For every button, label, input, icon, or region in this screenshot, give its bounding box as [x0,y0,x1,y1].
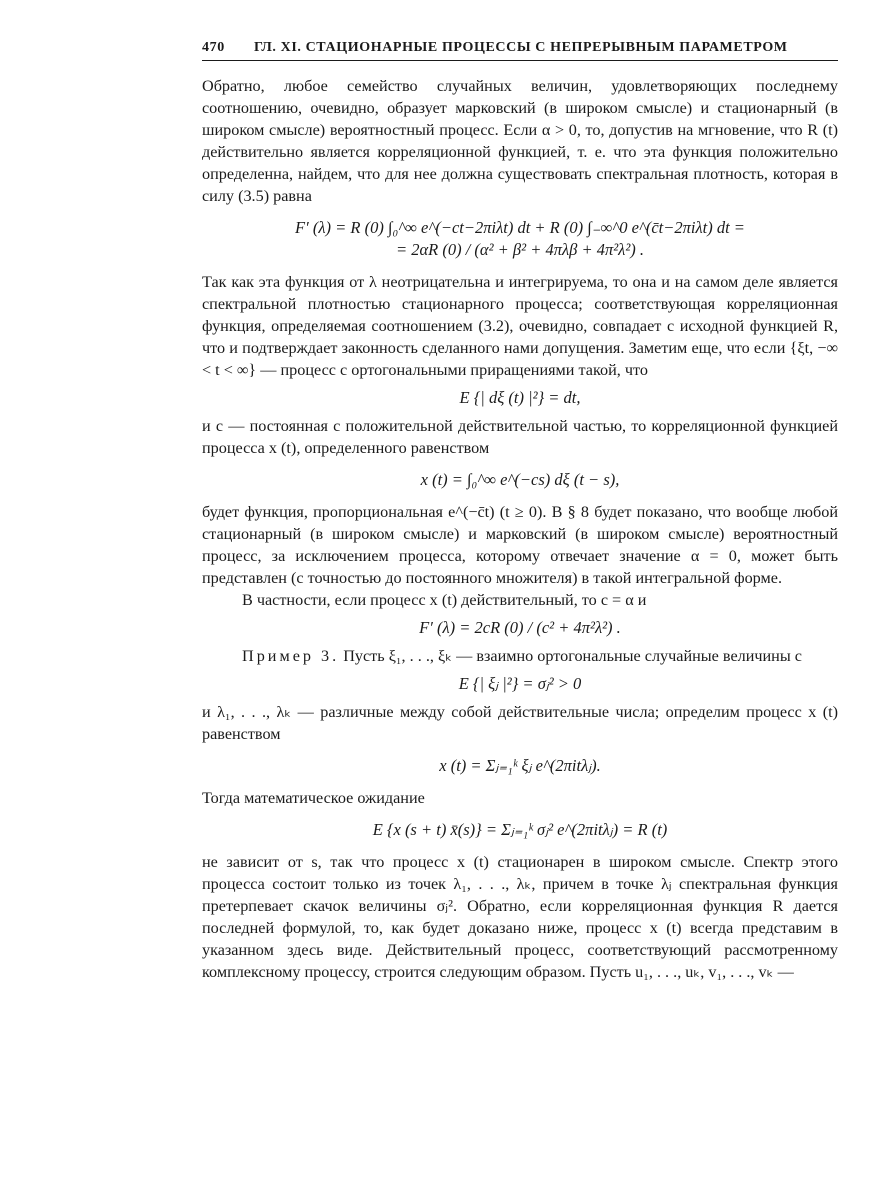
book-page [202,40,838,983]
equation-real-case: F′ (λ) = 2cR (0) / (c² + 4π²λ²) . [419,618,621,637]
equation-orthogonal-increments: E {| dξ (t) |²} = dt, [459,388,581,407]
paragraph-8: Тогда математическое ожидание [202,789,425,807]
equation-integral-process: x (t) = ∫₀^∞ e^(−cs) dξ (t − s), [420,470,620,489]
equation-sum-process: x (t) = Σⱼ₌₁ᵏ ξⱼ e^(2πitλⱼ). [439,756,601,775]
paragraph-4: будет функция, пропорциональная e^(−c̄t) (t ≥ 0). В § 8 будет показано, что вообще любой стационарный (в широком смысле) и марковский (в широком смысле) вероятностный процесс, за исключением процесса, которому отвечает значение α = 0, может быть представлен (с точностью до постоянного множителя) в такой интегральной форме. [202,503,838,587]
example-label: Пример 3. [242,647,340,665]
example-text: Пусть ξ₁, . . ., ξₖ — взаимно ортогональные случайные величины с [343,647,802,665]
running-title: ГЛ. XI. СТАЦИОНАРНЫЕ ПРОЦЕССЫ С НЕПРЕРЫВНЫМ ПАРАМЕТРОМ [254,40,788,55]
equation-line-1: F′ (λ) = R (0) ∫₀^∞ e^(−ct−2πiλt) dt + R (0) ∫₋∞^0 e^(c̄t−2πiλt) dt = [295,218,745,237]
paragraph-2: Так как эта функция от λ неотрицательна и интегрируема, то она и на самом деле является спектральной плотностью стационарного процесса; соответствующая корреляционная функция, определяемая соотношением (3.2), очевидно, совпадает с исходной функцией R, что и подтверждает законность сделанного нами допущения. Заметим еще, что если {ξt, −∞ < t < ∞} — процесс с ортогональными приращениями такой, что [202,273,838,379]
paragraph-1: Обратно, любое семейство случайных величин, удовлетворяющих последнему соотношению, очевидно, образует марковский (в широком смысле) и стационарный (в широком смысле) вероятностный процесс. Если α > 0, то, допустив на мгновение, что R (t) действительно является корреляционной функцией, т. е. что эта функция положительно определенна, найдем, что для нее должна существовать спектральная плотность, которая в силу (3.5) равна [202,77,838,205]
paragraph-5: В частности, если процесс x (t) действительный, то c = α и [242,591,647,609]
running-header [202,40,838,61]
paragraph-7: и λ₁, . . ., λₖ — различные между собой действительные числа; определим процесс x (t) равенством [202,703,838,743]
paragraph-9: не зависит от s, так что процесс x (t) стационарен в широком смысле. Спектр этого процесса состоит только из точек λ₁, . . ., λₖ, причем в точке λⱼ спектральная функция претерпевает скачок величины σⱼ². Обратно, если корреляционная функция R дается последней формулой, то, как будет доказано ниже, процесс x (t) всегда представим в указанном здесь виде. Действительный процесс, соответствующий рассмотренному комплексному процессу, строится следующим образом. Пусть u₁, . . ., uₖ, v₁, . . ., vₖ — [202,853,838,981]
page-number: 470 [202,40,225,55]
paragraph-3: и c — постоянная с положительной действительной частью, то корреляционной функцией процесса x (t), определенного равенством [202,417,838,457]
equation-line-2: = 2αR (0) / (α² + β² + 4πλβ + 4π²λ²) . [395,240,645,259]
equation-spectral-density [202,217,838,261]
equation-variance: E {| ξⱼ |²} = σⱼ² > 0 [458,674,582,693]
paragraph-example-3 [202,645,838,667]
equation-expectation: E {x (s + t) x̄(s)} = Σⱼ₌₁ᵏ σⱼ² e^(2πitλⱼ) = R (t) [372,820,668,839]
